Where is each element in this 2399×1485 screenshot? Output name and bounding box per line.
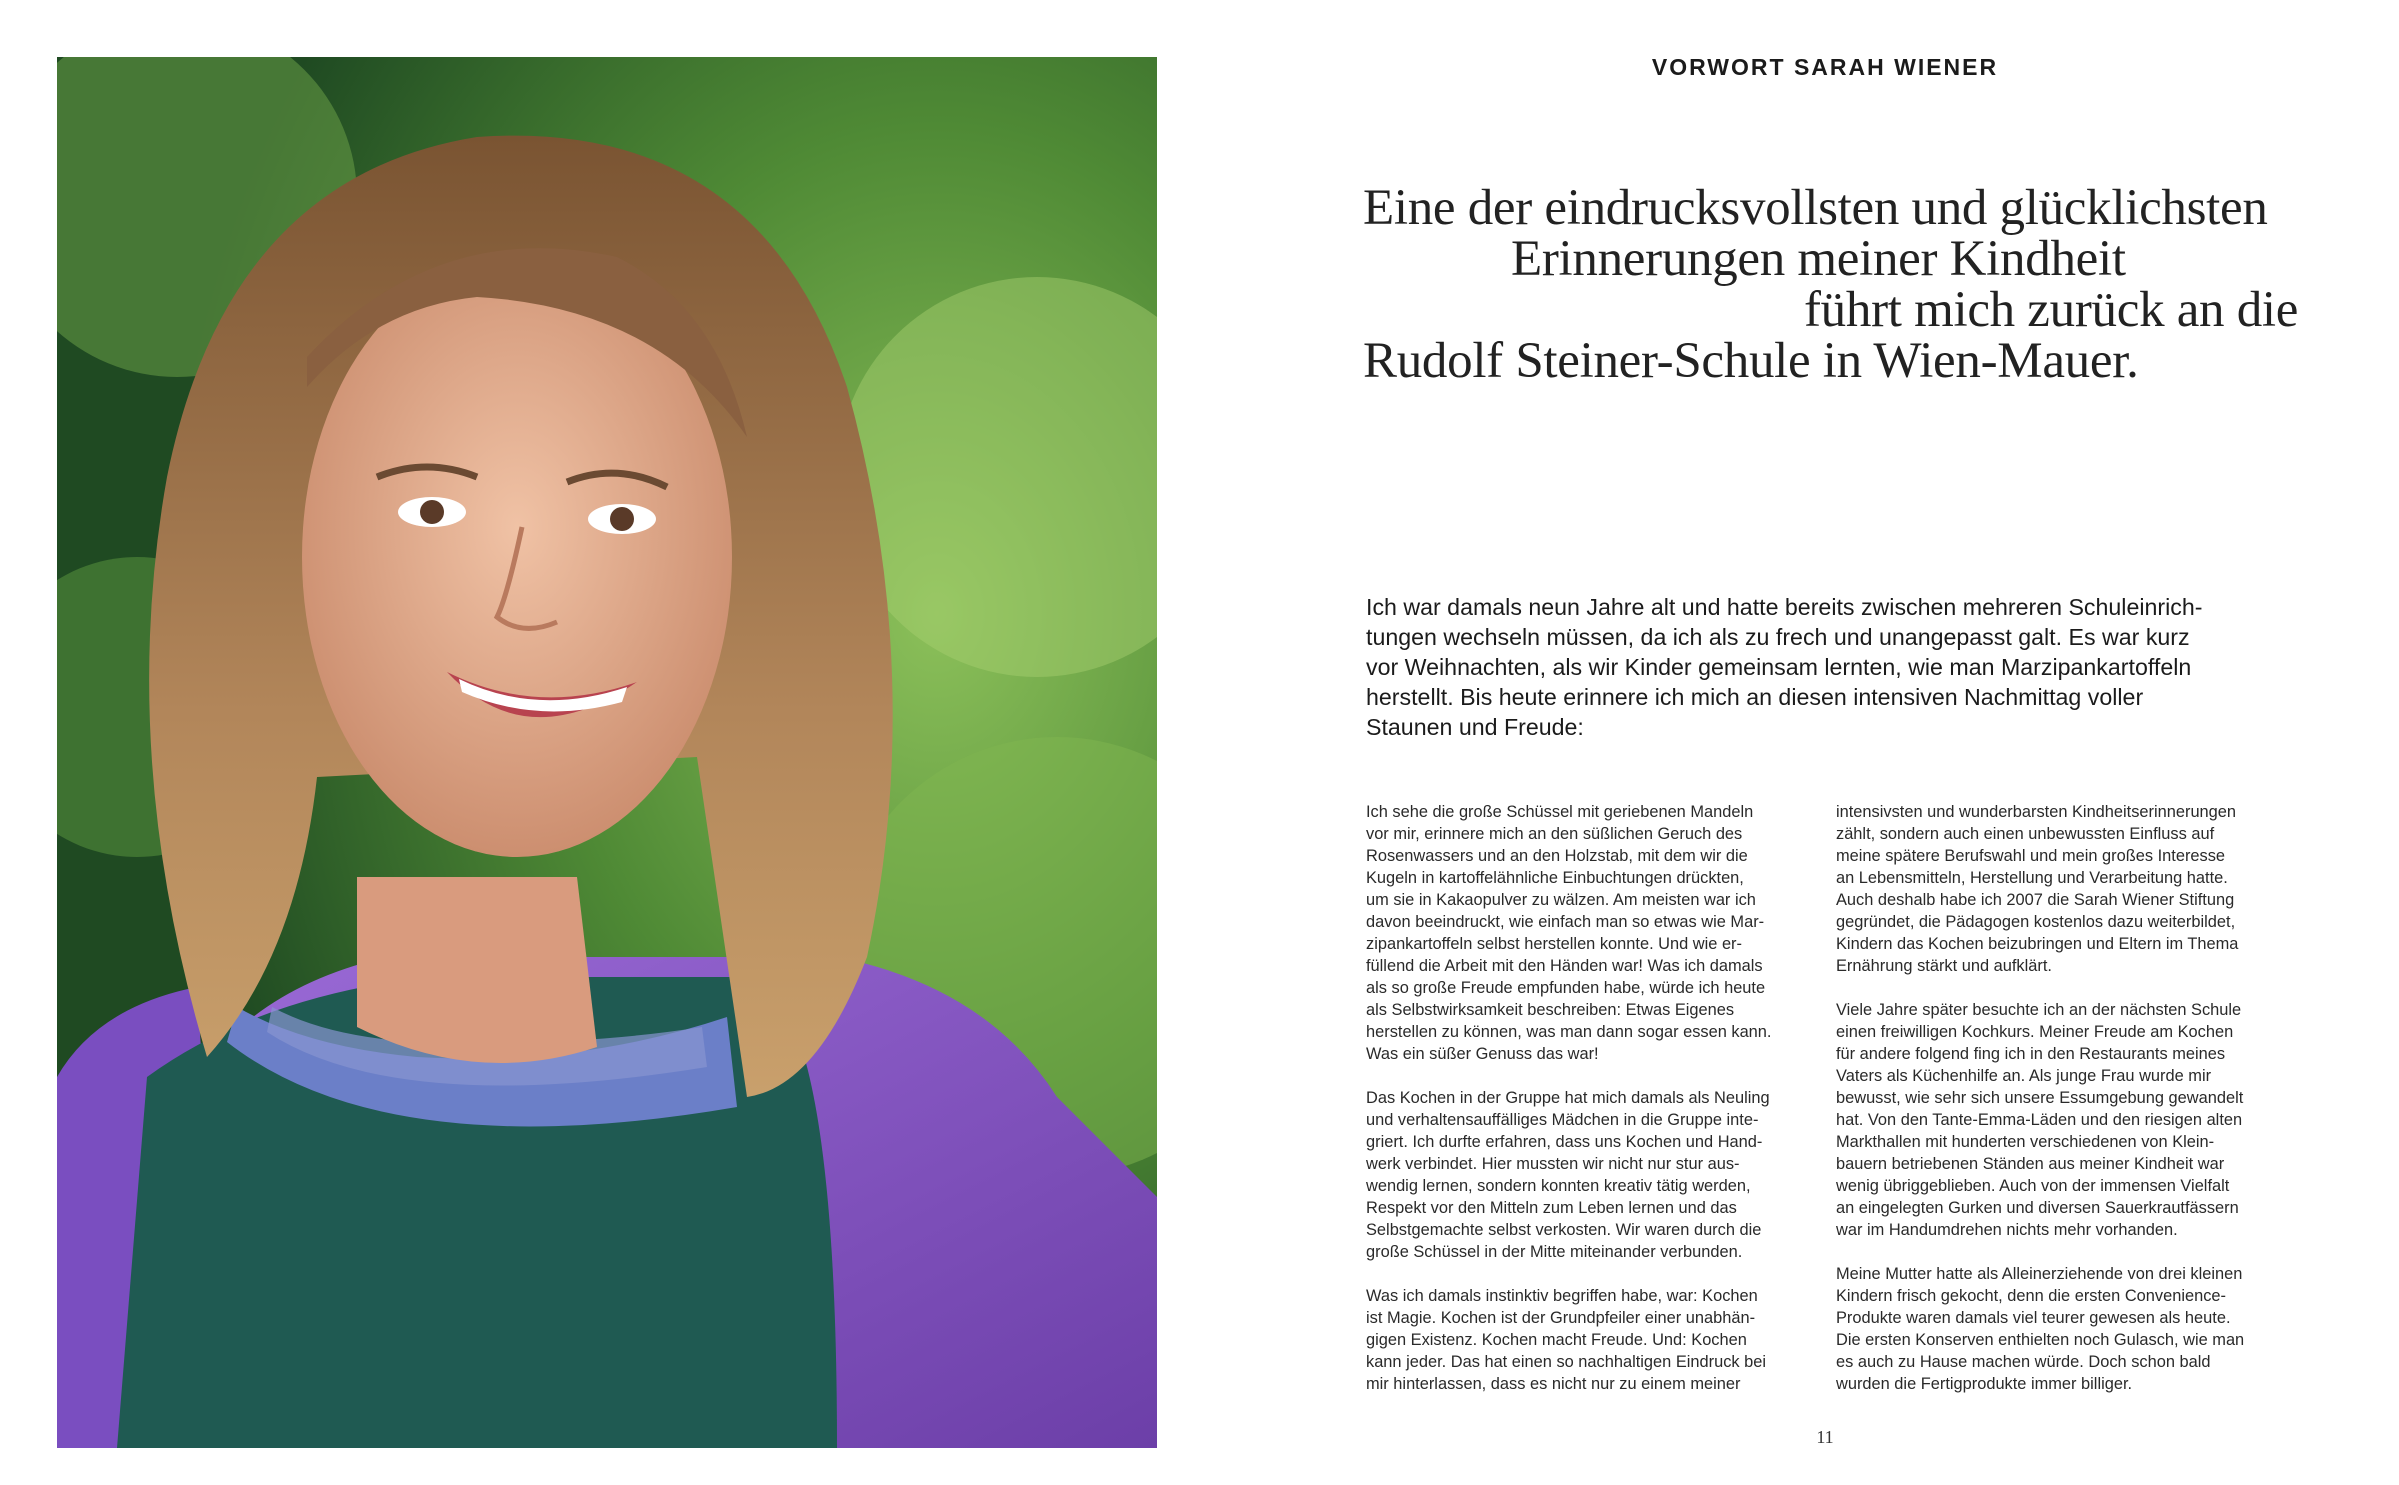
body-line: und verhaltensauffälliges Mädchen in die Gruppe inte-: [1366, 1111, 1759, 1129]
body-line: Ich sehe die große Schüssel mit geriebenen Mandeln: [1366, 803, 1754, 821]
body-line: wurden die Fertigprodukte immer billiger.: [1836, 1375, 2133, 1393]
portrait-photo: [57, 57, 1157, 1448]
body-line: Produkte waren damals viel teurer gewesen als heute.: [1836, 1309, 2231, 1327]
body-line: Das Kochen in der Gruppe hat mich damals als Neuling: [1366, 1089, 1770, 1107]
intro-line: Ich war damals neun Jahre alt und hatte bereits zwischen mehreren Schuleinrich-: [1366, 594, 2203, 620]
body-column-right: [1836, 801, 2291, 1417]
body-line: wendig lernen, sondern konnten kreativ tätig werden,: [1366, 1177, 1751, 1195]
section-label: VORWORT SARAH WIENER: [1651, 54, 1999, 80]
page-number: 11: [1816, 1427, 1834, 1447]
body-paragraph: [1836, 1263, 2291, 1395]
body-line: an Lebensmitteln, Herstellung und Verarbeitung hatte.: [1836, 869, 2228, 887]
body-line: war im Handumdrehen nichts mehr vorhanden.: [1836, 1221, 2178, 1239]
body-line: Kindern frisch gekocht, denn die ersten Convenience-: [1836, 1287, 2226, 1305]
body-line: meine spätere Berufswahl und mein großes Interesse: [1836, 847, 2226, 865]
body-line: Rosenwassers und an den Holzstab, mit dem wir die: [1366, 847, 1748, 865]
body-line: griert. Ich durfte erfahren, dass uns Kochen und Hand-: [1366, 1133, 1763, 1151]
body-line: füllend die Arbeit mit den Händen war! Was ich damals: [1366, 957, 1763, 975]
body-line: Kugeln in kartoffelähnliche Einbuchtungen drückten,: [1366, 869, 1744, 887]
body-line: hat. Von den Tante-Emma-Läden und den riesigen alten: [1836, 1111, 2243, 1129]
intro-line: tungen wechseln müssen, da ich als zu frech und unangepasst galt. Es war kurz: [1366, 624, 2190, 650]
body-line: vor mir, erinnere mich an den süßlichen Geruch des: [1366, 825, 1743, 843]
body-line: an eingelegten Gurken und diversen Sauerkrautfässern: [1836, 1199, 2239, 1217]
body-column-left: [1366, 801, 1821, 1417]
body-line: Was ich damals instinktiv begriffen habe, war: Kochen: [1366, 1287, 1758, 1305]
body-line: gigen Existenz. Kochen macht Freude. Und: Kochen: [1366, 1331, 1747, 1349]
body-line: Meine Mutter hatte als Alleinerziehende von drei kleinen: [1836, 1265, 2243, 1283]
body-line: davon beeindruckt, wie einfach man so etwas wie Mar-: [1366, 913, 1765, 931]
body-paragraph: [1836, 801, 2291, 977]
body-line: werk verbindet. Hier mussten wir nicht nur stur aus-: [1366, 1155, 1740, 1173]
body-line: herstellen zu können, was man dann sogar essen kann.: [1366, 1023, 1772, 1041]
body-line: Ernährung stärkt und aufklärt.: [1836, 957, 2052, 975]
portrait-illustration: [57, 57, 1157, 1448]
body-line: Respekt vor den Mitteln zum Leben lernen und das: [1366, 1199, 1737, 1217]
body-line: gegründet, die Pädagogen kostenlos dazu weiterbildet,: [1836, 913, 2236, 931]
intro-line: Staunen und Freude:: [1366, 714, 1584, 740]
body-line: es auch zu Hause machen würde. Doch schon bald: [1836, 1353, 2211, 1371]
body-line: Was ein süßer Genuss das war!: [1366, 1045, 1599, 1063]
body-paragraph: [1836, 999, 2291, 1241]
intro-line: herstellt. Bis heute erinnere ich mich an diesen intensiven Nachmittag voller: [1366, 684, 2144, 710]
body-line: als so große Freude empfunden habe, würde ich heute: [1366, 979, 1766, 997]
intro-paragraph: [1366, 592, 2266, 742]
body-line: Selbstgemachte selbst verkosten. Wir waren durch die: [1366, 1221, 1762, 1239]
body-line: zipankartoffeln selbst herstellen konnte. Und wie er-: [1366, 935, 1742, 953]
headline-line: Eine der eindrucksvollsten und glücklichsten: [1363, 180, 2268, 236]
body-paragraph: [1366, 1087, 1821, 1263]
body-paragraph: [1366, 1285, 1821, 1395]
body-line: Markthallen mit hunderten verschiedenen von Klein-: [1836, 1133, 2215, 1151]
headline-line: Erinnerungen meiner Kindheit: [1511, 231, 2126, 287]
body-line: einen freiwilligen Kochkurs. Meiner Freude am Kochen: [1836, 1023, 2234, 1041]
headline-line: Rudolf Steiner-Schule in Wien-Mauer.: [1363, 333, 2139, 389]
body-line: Vaters als Küchenhilfe an. Als junge Frau wurde mir: [1836, 1067, 2212, 1085]
body-line: große Schüssel in der Mitte miteinander verbunden.: [1366, 1243, 1743, 1261]
body-line: zählt, sondern auch einen unbewussten Einfluss auf: [1836, 825, 2215, 843]
body-line: Die ersten Konserven enthielten noch Gulasch, wie man: [1836, 1331, 2245, 1349]
body-line: wenig übriggeblieben. Auch von der immensen Vielfalt: [1836, 1177, 2230, 1195]
body-line: Kindern das Kochen beizubringen und Eltern im Thema: [1836, 935, 2239, 953]
body-line: Auch deshalb habe ich 2007 die Sarah Wiener Stiftung: [1836, 891, 2235, 909]
body-line: ist Magie. Kochen ist der Grundpfeiler einer unabhän-: [1366, 1309, 1756, 1327]
body-line: bauern betriebenen Ständen aus meiner Kindheit war: [1836, 1155, 2225, 1173]
headline-line: führt mich zurück an die: [1804, 282, 2299, 338]
body-line: für andere folgend fing ich in den Restaurants meines: [1836, 1045, 2226, 1063]
intro-line: vor Weihnachten, als wir Kinder gemeinsam lernten, wie man Marzipankartoffeln: [1366, 654, 2192, 680]
body-line: als Selbstwirksamkeit beschreiben: Etwas Eigenes: [1366, 1001, 1735, 1019]
body-line: mir hinterlassen, dass es nicht nur zu einem meiner: [1366, 1375, 1741, 1393]
headline-quote: [1363, 180, 2363, 389]
body-line: um sie in Kakaopulver zu wälzen. Am meisten war ich: [1366, 891, 1756, 909]
body-line: Viele Jahre später besuchte ich an der nächsten Schule: [1836, 1001, 2242, 1019]
body-line: bewusst, wie sehr sich unsere Essumgebung gewandelt: [1836, 1089, 2244, 1107]
body-paragraph: [1366, 801, 1821, 1065]
body-line: intensivsten und wunderbarsten Kindheitserinnerungen: [1836, 803, 2237, 821]
body-line: kann jeder. Das hat einen so nachhaltigen Eindruck bei: [1366, 1353, 1767, 1371]
